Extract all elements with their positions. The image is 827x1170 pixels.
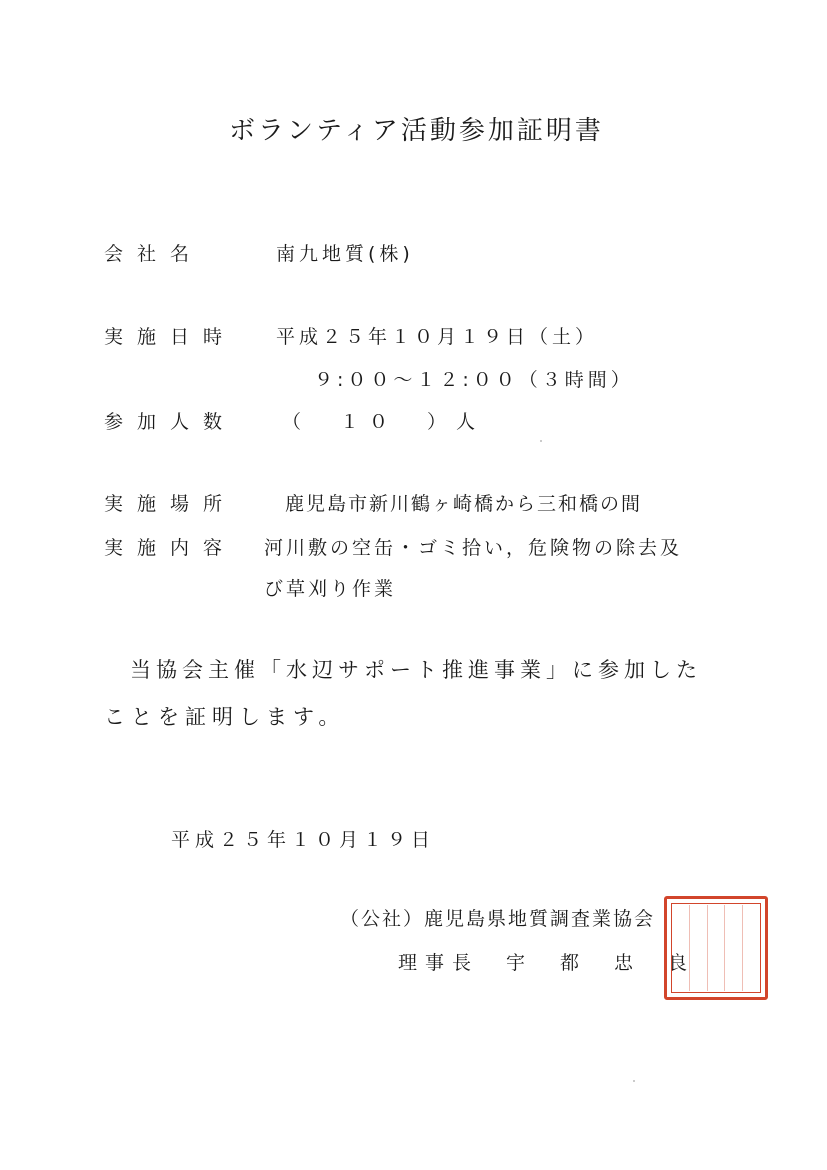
document-title: ボランティア活動参加証明書	[229, 116, 604, 146]
scan-speck	[633, 1080, 635, 1082]
company-label: 会社名	[104, 243, 204, 265]
place-label: 実施場所	[104, 493, 237, 515]
participants-value: （ １０ ）人	[282, 411, 486, 433]
participants-label: 参加人数	[104, 411, 237, 433]
date-value: 平成２５年１０月１９日（土）	[276, 326, 599, 348]
statement-line2: ことを証明します。	[104, 705, 346, 729]
content-label: 実施内容	[104, 537, 237, 559]
issuer-organization: （公社）鹿児島県地質調査業協会	[340, 908, 656, 930]
scan-speck	[540, 440, 542, 442]
statement-line1: 当協会主催「水辺サポート推進事業」に参加した	[130, 658, 702, 682]
company-value: 南九地質(株)	[276, 243, 414, 265]
issuer-representative: 理事長 宇 都 忠 良	[398, 952, 696, 974]
official-seal-stamp	[664, 896, 768, 1000]
issue-date: 平成２５年１０月１９日	[171, 829, 436, 851]
place-value: 鹿児島市新川鶴ヶ崎橋から三和橋の間	[285, 493, 643, 515]
time-value: ９:００～１２:００（３時間）	[314, 369, 634, 391]
date-label: 実施日時	[104, 326, 237, 348]
content-value-line1: 河川敷の空缶・ゴミ拾い，危険物の除去及	[264, 537, 683, 559]
content-value-line2: び草刈り作業	[264, 578, 397, 600]
